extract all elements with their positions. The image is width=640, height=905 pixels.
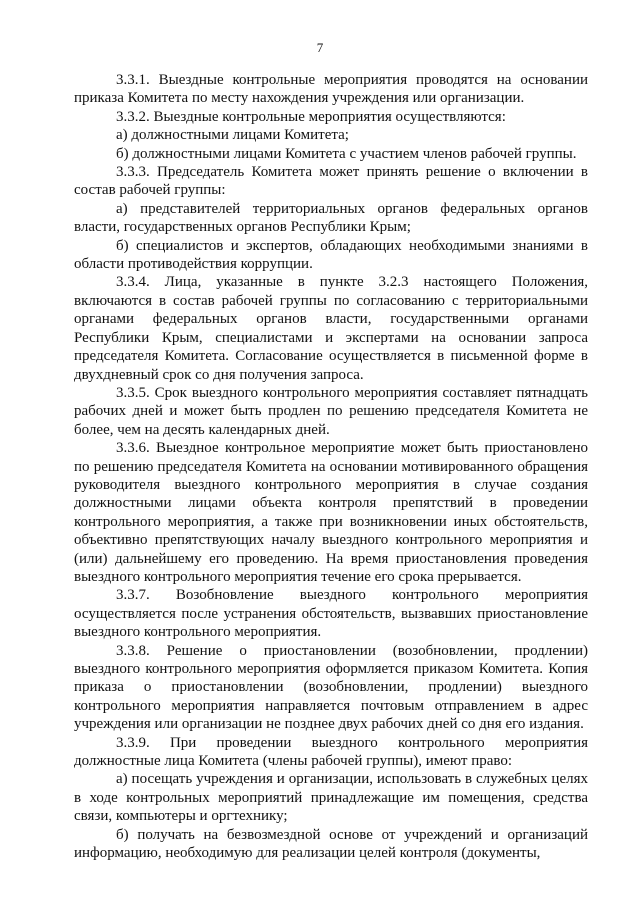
paragraph-3-3-8: 3.3.8. Решение о приостановлении (возобновлении, продлении) выездного контрольного мероприятия оформляется приказом Комитета. Копия приказа о приостановлении (возобновлении, продлении) выездного контрольного мероприятия направляется почтовым отправлением в адрес учреждения или организации не позднее двух рабочих дней со дня его издания. <box>74 642 588 733</box>
paragraph-3-3-4: 3.3.4. Лица, указанные в пункте 3.2.3 настоящего Положения, включаются в состав рабочей группы по согласованию с территориальными органами федеральных органов власти, государственными органами Республики Крым, специалистами и экспертами на основании запроса председателя Комитета. Согласование осуществляется в письменной форме в двухдневный срок со дня получения запроса. <box>74 274 588 383</box>
paragraph-3-3-6: 3.3.6. Выездное контрольное мероприятие может быть приостановлено по решению председателя Комитета на основании мотивированного обращения руководителя выездного контрольного мероприятия в случае создания должностными лицами объекта контроля препятствий в проведении контрольного мероприятия, а также при возникновении иных обстоятельств, объективно препятствующих началу выездного контрольного мероприятия и (или) дальнейшему его проведению. На время приостановления проведения выездного контрольного мероприятия течение его срока прерывается. <box>74 440 588 585</box>
document-body <box>74 71 588 862</box>
list-item-3-3-3-a: а) представителей территориальных органов федеральных органов власти, государственных органов Республики Крым; <box>74 200 588 236</box>
paragraph-3-3-1: 3.3.1. Выездные контрольные мероприятия проводятся на основании приказа Комитета по месту нахождения учреждения или организации. <box>74 72 588 107</box>
list-item-3-3-2-a: а) должностными лицами Комитета; <box>116 127 349 144</box>
paragraph-3-3-9: 3.3.9. При проведении выездного контрольного мероприятия должностные лица Комитета (члены рабочей группы), имеют право: <box>74 734 588 770</box>
list-item-3-3-2-b: б) должностными лицами Комитета с участием членов рабочей группы. <box>116 145 577 162</box>
paragraph-3-3-7: 3.3.7. Возобновление выездного контрольного мероприятия осуществляется после устранения обстоятельств, вызвавших приостановление выездного контрольного мероприятия. <box>74 587 588 641</box>
paragraph-3-3-2: 3.3.2. Выездные контрольные мероприятия осуществляются: <box>116 108 506 125</box>
paragraph-3-3-3: 3.3.3. Председатель Комитета может принять решение о включении в состав рабочей группы: <box>74 164 588 199</box>
paragraph-3-3-5: 3.3.5. Срок выездного контрольного мероприятия составляет пятнадцать рабочих дней и может быть продлен по решению председателя Комитета не более, чем на десять календарных дней. <box>74 384 588 438</box>
list-item-3-3-3-b: б) специалистов и экспертов, обладающих необходимыми знаниями в области противодействия коррупции. <box>74 237 588 273</box>
list-item-3-3-9-b: б) получать на безвозмездной основе от учреждений и организаций информацию, необходимую для реализации целей контроля (документы, <box>74 826 588 862</box>
page-number: 7 <box>316 40 324 55</box>
list-item-3-3-9-a: а) посещать учреждения и организации, использовать в служебных целях в ходе контрольных мероприятий принадлежащие им помещения, средства связи, компьютеры и оргтехнику; <box>74 771 588 825</box>
